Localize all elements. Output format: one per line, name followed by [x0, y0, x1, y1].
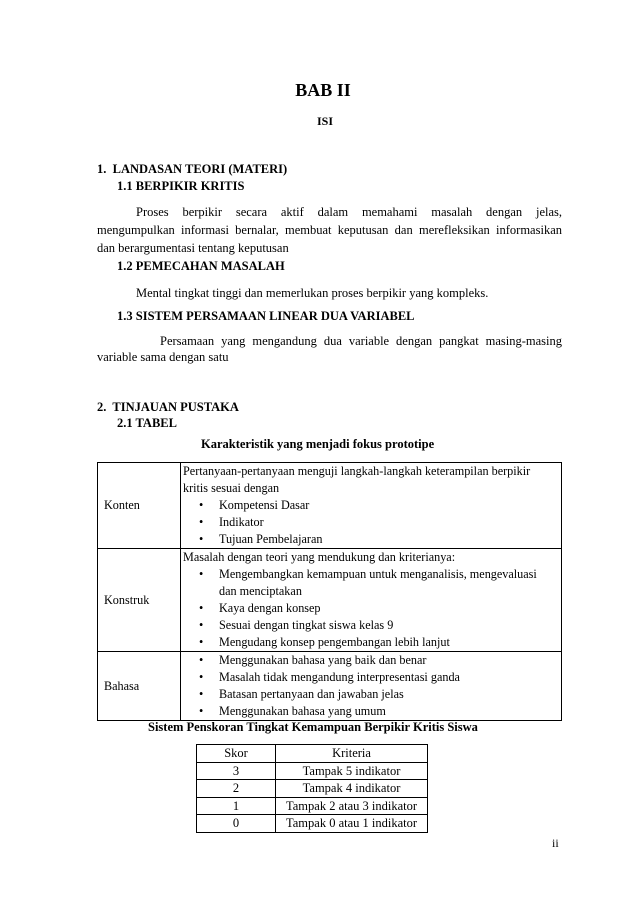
section-2-heading: 2. TINJAUAN PUSTAKA: [97, 400, 239, 414]
intro-line: kritis sesuai dengan: [183, 481, 280, 495]
section-1-2-heading: 1.2 PEMECAHAN MASALAH: [117, 259, 285, 273]
table-row: [197, 762, 428, 780]
list-item: • Kompetensi Dasar: [219, 497, 557, 514]
characteristics-table: [97, 462, 562, 721]
table-cell: Tampak 0 atau 1 indikator: [276, 815, 428, 833]
section-1-3-heading: 1.3 SISTEM PERSAMAAN LINEAR DUA VARIABEL: [117, 309, 415, 323]
paragraph-line: Proses berpikir secara aktif dalam memahami masalah dengan jelas,: [136, 205, 562, 219]
section-1-heading: 1. LANDASAN TEORI (MATERI): [97, 162, 288, 176]
table-title: Karakteristik yang menjadi fokus prototipe: [201, 437, 435, 451]
table-cell: 2: [197, 780, 276, 798]
section-2-1-heading: 2.1 TABEL: [117, 416, 177, 430]
intro-line: Pertanyaan-pertanyaan menguji langkah-langkah keterampilan berpikir: [183, 464, 531, 478]
table-cell: Tampak 4 indikator: [276, 780, 428, 798]
table-header-row: [197, 745, 428, 763]
list-item: • Masalah tidak mengandung interpresentasi ganda: [219, 669, 557, 686]
table-row: [98, 549, 562, 652]
paragraph-line: Mental tingkat tinggi dan memerlukan proses berpikir yang kompleks.: [136, 286, 489, 300]
list-item: • Menggunakan bahasa yang baik dan benar: [219, 652, 557, 669]
row-label: Konstruk: [98, 549, 181, 652]
table-cell: Tampak 5 indikator: [276, 762, 428, 780]
column-header: Kriteria: [276, 745, 428, 763]
paragraph-line: dan berargumentasi tentang keputusan: [97, 241, 289, 255]
list-item: [219, 566, 557, 600]
row-content: [181, 549, 562, 652]
paragraph-line: Persamaan yang mengandung dua variable dengan pangkat masing-masing: [160, 334, 562, 348]
score-table: [196, 744, 428, 833]
row-content: [181, 652, 562, 721]
table-cell: 0: [197, 815, 276, 833]
table-row: [197, 797, 428, 815]
list-item: • Tujuan Pembelajaran: [219, 531, 557, 548]
list-item-line: dan menciptakan: [219, 584, 302, 598]
table-row: [197, 815, 428, 833]
list-item: • Sesuai dengan tingkat siswa kelas 9: [219, 617, 557, 634]
table-cell: 3: [197, 762, 276, 780]
table-cell: 1: [197, 797, 276, 815]
section-1-1-heading: 1.1 BERPIKIR KRITIS: [117, 179, 245, 193]
page-number: ii: [552, 836, 559, 850]
table-row: [98, 463, 562, 549]
list-item: • Mengudang konsep pengembangan lebih lanjut: [219, 634, 557, 651]
table-row: [197, 780, 428, 798]
paragraph-line: variable sama dengan satu: [97, 350, 229, 364]
row-label: Bahasa: [98, 652, 181, 721]
table-row: [98, 652, 562, 721]
chapter-subtitle: ISI: [316, 114, 333, 128]
list-item: • Kaya dengan konsep: [219, 600, 557, 617]
paragraph-line: mengumpulkan informasi bernalar, membuat keputusan dan merefleksikan informasikan: [97, 223, 562, 237]
row-content: [181, 463, 562, 549]
list-item-line: • Mengembangkan kemampuan untuk menganalisis, mengevaluasi: [219, 567, 537, 581]
row-label: Konten: [98, 463, 181, 549]
list-item: • Batasan pertanyaan dan jawaban jelas: [219, 686, 557, 703]
score-table-title: Sistem Penskoran Tingkat Kemampuan Berpikir Kritis Siswa: [148, 720, 478, 734]
table-cell: Tampak 2 atau 3 indikator: [276, 797, 428, 815]
list-item: • Menggunakan bahasa yang umum: [219, 703, 557, 720]
chapter-title: BAB II: [295, 80, 351, 100]
intro-line: Masalah dengan teori yang mendukung dan kriterianya:: [183, 550, 456, 564]
column-header: Skor: [197, 745, 276, 763]
list-item: • Indikator: [219, 514, 557, 531]
